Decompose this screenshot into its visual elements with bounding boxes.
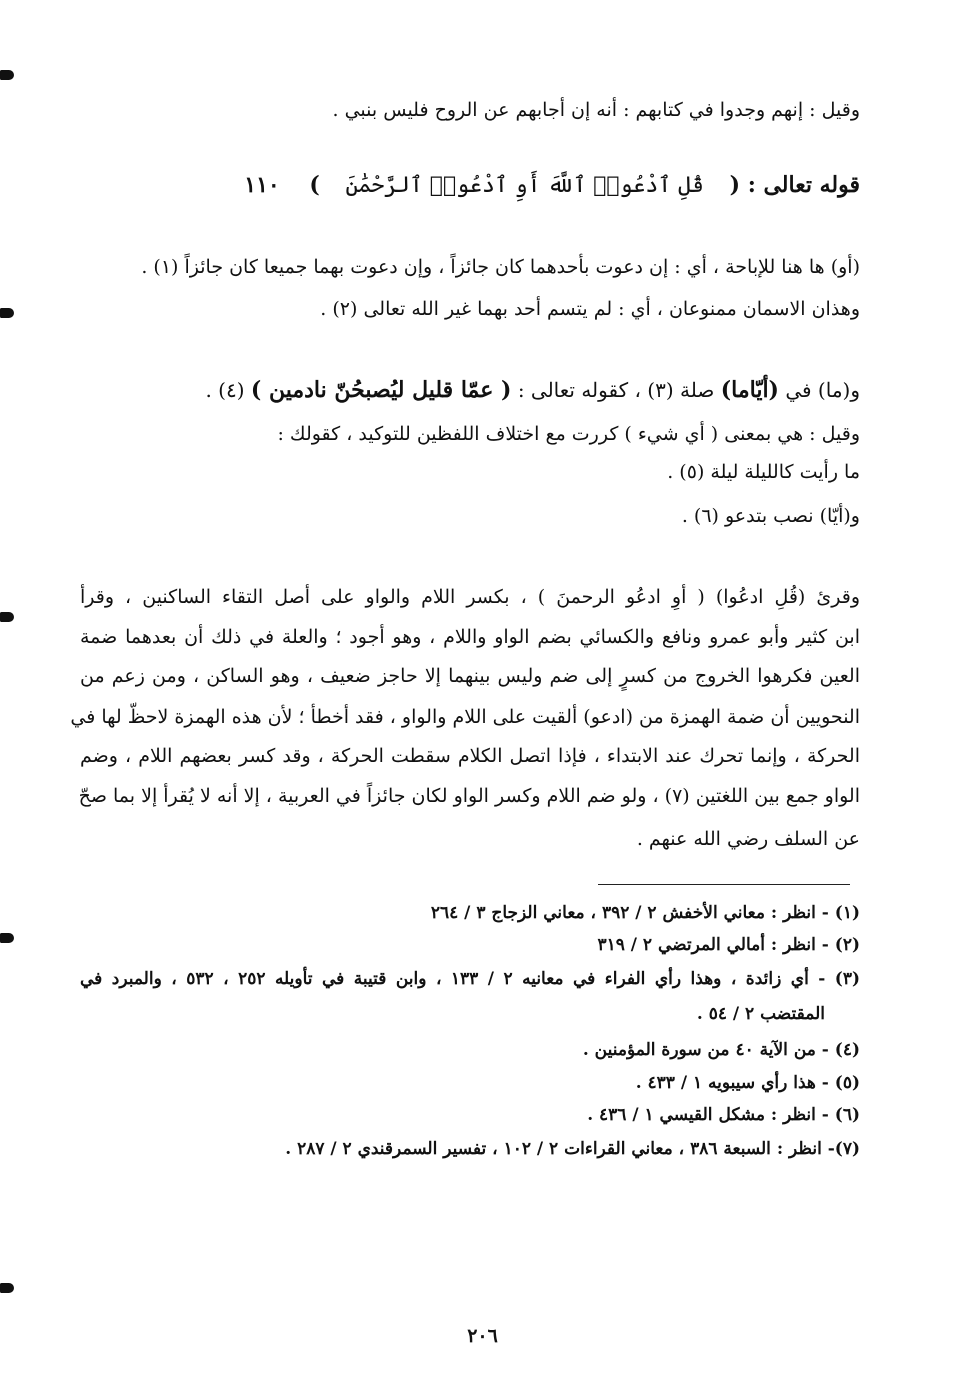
ma-line (205, 377, 860, 403)
binding-mark-icon (0, 933, 14, 943)
text-line-1: وقيل : إنهم وجدوا في كتابهم : أنه إن أجابهم عن الروح فليس بنبي . (332, 99, 860, 121)
binding-mark-icon (0, 308, 14, 318)
footnote-2: (٢) - انظر : أمالي المرتضي ٢ / ٣١٩ (597, 935, 860, 955)
footnote-7: (٧)- انظر : السبعة ٣٨٦ ، معاني القراءات ٢ / ١٠٢ ، تفسير السمرقندي ٢ / ٢٨٧ . (285, 1139, 860, 1159)
verse-number: ١١٠ (244, 172, 280, 198)
quran-verse: قُلِ ٱدْعُوا۟ ٱللَّهَ أَوِ ٱدْعُوا۟ ٱلرَّحْمَٰنَ (345, 173, 704, 198)
ma-line-quote: ( عمّا قليل ليُصبحُنّ نادمين ) (250, 377, 512, 403)
text-line-3: وهذان الاسمان ممنوعان ، أي : لم يتسم أحد بهما غير الله تعالى (٢) . (320, 298, 860, 320)
verse-heading-label: قوله تعالى : ( (729, 172, 860, 198)
footnote-3-continued: المقتضب ٢ / ٥٤ . (696, 1004, 825, 1024)
ma-line-start: و(ما) في (785, 378, 860, 402)
text-line-5: ما رأيت كالليلة ليلة (٥) . (667, 461, 860, 483)
binding-mark-icon (0, 1283, 14, 1293)
binding-mark-icon (0, 612, 14, 622)
text-line-2: (أو) ها هنا للإباحة ، أي : إن دعوت بأحدهما كان جائزاً ، وإن دعوت بهما جميعا كان جائزاً (١) . (141, 256, 860, 278)
verse-heading (244, 172, 860, 199)
paragraph-line-4: النحويين أن ضمة الهمزة من (ادعو) ألقيت على اللام والواو ، فقد أخطأ ؛ لأن هذه الهمزة لاحظّ لها في (70, 706, 860, 728)
paragraph-line-7: عن السلف رضي الله عنهم . (636, 828, 860, 850)
footnote-1: (١) - انظر : معاني الأخفش ٢ / ٣٩٢ ، معاني الزجاج ٣ / ٢٦٤ (430, 903, 860, 923)
paragraph-line-5: الحركة ، وإنما تحرك عند الابتداء ، فإذا اتصل الكلام سقطت الحركة ، وقد كسر بعضهم اللام ، وضم (80, 745, 860, 767)
paragraph-line-2: ابن كثير وأبو عمرو ونافع والكسائي بضم الواو واللام ، وهو أجود ؛ والعلة في ذلك أن بعدهما ضمة (80, 626, 861, 648)
page-number: ٢٠٦ (467, 1325, 498, 1347)
footnote-3: (٣) - أي زائدة ، وهذا رأي الفراء في معانيه ٢ / ١٣٣ ، وابن قتيبة في تأويله ٢٥٢ ، ٥٣٢ ، والمبرد في (80, 969, 861, 989)
binding-mark-icon (0, 70, 14, 80)
text-line-4: وقيل : هي بمعنى ( أي شيء ) كررت مع اختلاف اللفظين للتوكيد ، كقولك : (277, 423, 860, 445)
footnote-divider (598, 884, 850, 885)
paragraph-line-3: العين فكرهوا الخروج من كسرٍ إلى ضم وليس بينهما إلا حاجز ضعيف ، وهو الساكن ، ومن زعم من (80, 665, 860, 687)
paragraph-line-1: وقرئ (قُلِ ادعُوا) ( أوِ ادعُو الرحمنَ ) ، بكسر اللام والواو على أصل التقاء الساكنين ، وقرأ (80, 586, 860, 608)
ma-line-word: (أيّاما) (720, 377, 779, 403)
paragraph-line-6: الواو جمع بين اللغتين (٧) ، ولو ضم اللام وكسر الواو لكان جائزاً في العربية ، إلا أنه لا يُقرأ إلا بما صحّ (78, 785, 860, 807)
ma-line-end: (٤) . (205, 378, 245, 402)
verse-heading-close: ) (309, 172, 320, 198)
footnote-4: (٤) - من الآية ٤٠ من سورة المؤمنين . (582, 1040, 860, 1060)
footnote-5: (٥) - هذا رأي سيبويه ١ / ٤٣٣ . (635, 1073, 860, 1093)
text-line-6: و(أيّا) نصب بتدعو (٦) . (681, 505, 860, 527)
footnote-6: (٦) - انظر : مشكل القيسي ١ / ٤٣٦ . (587, 1105, 860, 1125)
ma-line-mid: صلة (٣) ، كقوله تعالى : (517, 378, 715, 402)
